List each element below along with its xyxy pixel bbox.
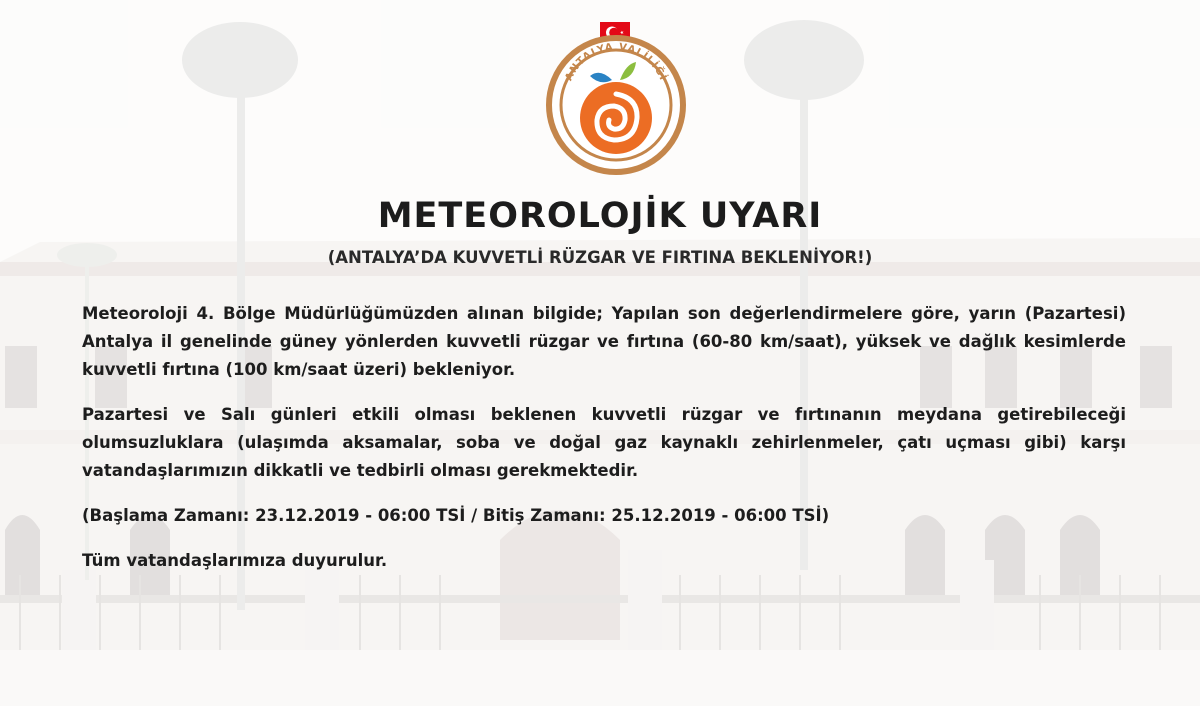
- paragraph-closing: Tüm vatandaşlarımıza duyurulur.: [82, 551, 388, 570]
- antalya-valiligi-logo: [540, 10, 692, 175]
- paragraph-warning: Pazartesi ve Salı günleri etkili olması beklenen kuvvetli rüzgar ve fırtınanın meydana getirebileceği olumsuzluklara (ulaşımda aksamalar, soba ve doğal gaz kaynaklı zehirlenmeler, çatı uçması gibi) karşı vatandaşlarımızın dikkatli ve tedbirli olması gerekmektedir.: [82, 405, 1126, 480]
- announcement-body: [82, 300, 1126, 592]
- svg-text:ANTALYA VALİLİĞİ: ANTALYA VALİLİĞİ: [563, 41, 669, 83]
- page-subtitle: (ANTALYA’DA KUVVETLİ RÜZGAR VE FIRTINA BEKLENİYOR!): [327, 248, 873, 267]
- paragraph-time-range: (Başlama Zamanı: 23.12.2019 - 06:00 TSİ / Bitiş Zamanı: 25.12.2019 - 06:00 TSİ): [82, 506, 830, 525]
- paragraph-forecast: Meteoroloji 4. Bölge Müdürlüğümüzden alınan bilgide; Yapılan son değerlendirmelere göre, yarın (Pazartesi) Antalya il genelinde güney yönlerden kuvvetli rüzgar ve fırtına (60-80 km/saat), yüksek ve dağlık kesimlerde kuvvetli fırtına (100 km/saat üzeri) bekleniyor.: [82, 304, 1126, 379]
- page-title: METEOROLOJİK UYARI: [377, 196, 823, 236]
